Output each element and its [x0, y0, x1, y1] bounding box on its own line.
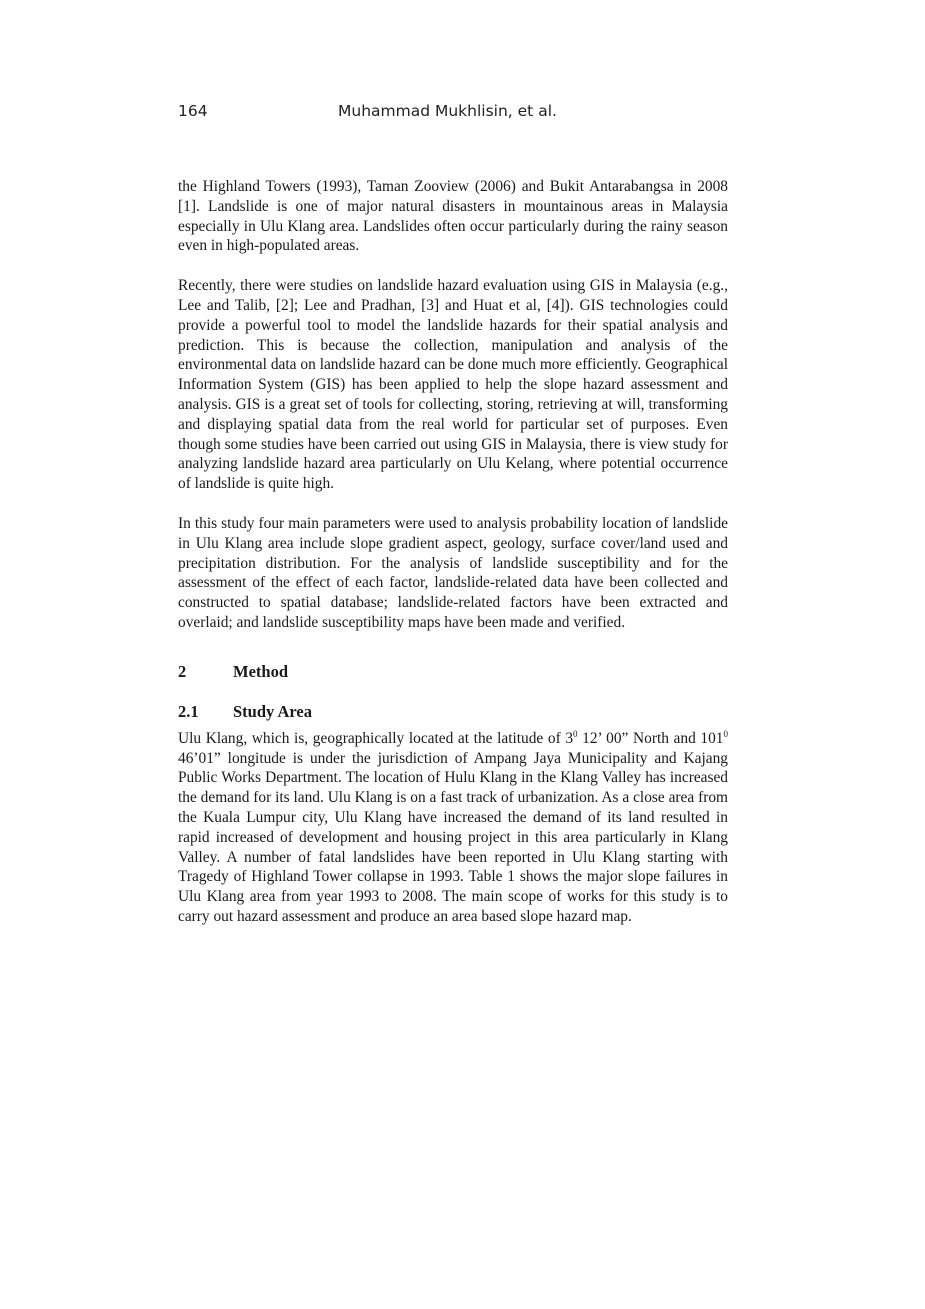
study-area-text-1: Ulu Klang, which is, geographically located at the latitude of 3	[178, 729, 574, 747]
section-number: 2	[178, 661, 187, 681]
running-head: Muhammad Mukhlisin, et al.	[338, 102, 557, 120]
study-area-text-2: 12’ 00” North and 101	[577, 729, 724, 747]
subsection-title: Study Area	[233, 701, 313, 721]
subsection-heading-study-area	[178, 701, 728, 723]
body-text	[178, 177, 728, 947]
degree-superscript-longitude: 0	[723, 728, 728, 739]
section-heading-method	[178, 661, 728, 683]
page-number: 164	[178, 102, 208, 120]
paragraph-intro-continued: the Highland Towers (1993), Taman Zooview (2006) and Bukit Antarabangsa in 2008 [1]. Landslide is one of major natural disasters in mountainous areas in Malaysia especially in Ulu Klang area. Landslides often occur particularly during the rainy season even in high-populated areas.	[178, 178, 728, 255]
subsection-number: 2.1	[178, 701, 199, 721]
paragraph-gis-studies: Recently, there were studies on landslide hazard evaluation using GIS in Malaysia (e.g., Lee and Talib, [2]; Lee and Pradhan, [3] and Huat et al, [4]). GIS technologies could provide a powerful tool to model the landslide hazards for their spatial analysis and prediction. This is because the collection, manipulation and analysis of the environmental data on landslide hazard can be done much more efficiently. Geographical Information System (GIS) has been applied to help the slope hazard assessment and analysis. GIS is a great set of tools for collecting, storing, retrieving at will, transforming and displaying spatial data from the real world for particular set of purposes. Even though some studies have been carried out using GIS in Malaysia, there is view study for analyzing landslide hazard area particularly on Ulu Kelang, where potential occurrence of landslide is quite high.	[178, 277, 728, 493]
paragraph-study-parameters: In this study four main parameters were used to analysis probability location of landslide in Ulu Klang area include slope gradient aspect, geology, surface cover/land used and precipitation distribution. For the analysis of landslide susceptibility and for the assessment of the effect of each factor, landslide-related data have been collected and constructed to spatial database; landslide-related factors have been extracted and overlaid; and landslide susceptibility maps have been made and verified.	[178, 514, 728, 631]
degree-superscript-latitude: 0	[573, 728, 578, 739]
paragraph-study-area	[178, 729, 728, 927]
section-title: Method	[233, 661, 288, 681]
page-header	[178, 102, 728, 126]
study-area-text-3: 46’01” longitude is under the jurisdiction of Ampang Jaya Municipality and Kajang Public Works Department. The location of Hulu Klang in the Klang Valley has increased the demand for its land. Ulu Klang is on a fast track of urbanization. As a close area from the Kuala Lumpur city, Ulu Klang have increased the demand of its land resulted in rapid increased of development and housing project in this area particularly in Klang Valley. A number of fatal landslides have been reported in Ulu Klang starting with Tragedy of Highland Tower collapse in 1993. Table 1 shows the major slope failures in Ulu Klang area from year 1993 to 2008. The main scope of works for this study is to carry out hazard assessment and produce an area based slope hazard map.	[178, 749, 728, 925]
